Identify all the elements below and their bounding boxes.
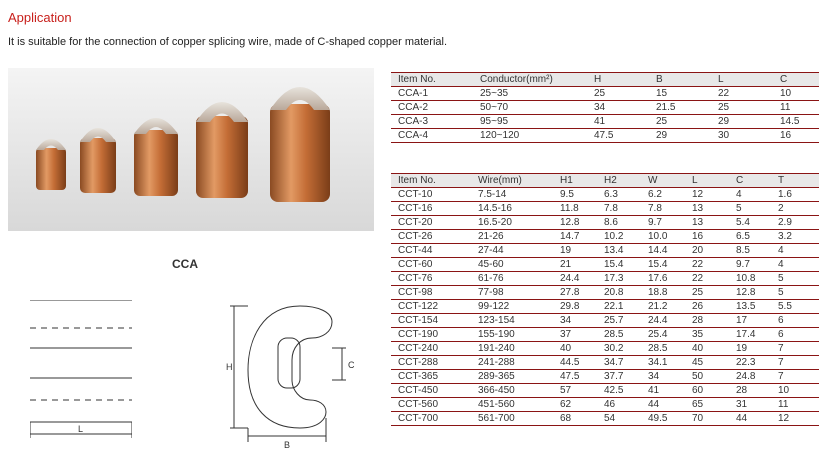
column-header: Item No.: [391, 174, 471, 188]
connector-5: [270, 87, 330, 202]
table-cell: 17: [729, 314, 771, 328]
table-cell: CCT-76: [391, 272, 471, 286]
table-cell: 12.8: [553, 216, 597, 230]
product-photo: [8, 68, 374, 231]
table-cell: 37: [553, 328, 597, 342]
table-cell: 30.2: [597, 342, 641, 356]
table-cell: 62: [553, 398, 597, 412]
table-cell: CCT-240: [391, 342, 471, 356]
table-cell: 7.5-14: [471, 188, 553, 202]
table-cell: 7: [771, 370, 819, 384]
table-cell: 155-190: [471, 328, 553, 342]
table-cell: 25.7: [597, 314, 641, 328]
table-cell: CCT-44: [391, 244, 471, 258]
cct-spec-table: [391, 173, 819, 426]
table-cell: CCT-700: [391, 412, 471, 426]
table-cell: 44: [641, 398, 685, 412]
table-cell: 25: [711, 101, 773, 115]
table-cell: 45: [685, 356, 729, 370]
table-cell: 12: [685, 188, 729, 202]
table-cell: 21.5: [649, 101, 711, 115]
figure-caption: CCA: [172, 257, 198, 271]
table-cell: CCA-4: [391, 129, 473, 143]
table-cell: CCT-450: [391, 384, 471, 398]
table-cell: 15: [649, 87, 711, 101]
table-cell: 28.5: [597, 328, 641, 342]
table-cell: 77-98: [471, 286, 553, 300]
table-cell: 44.5: [553, 356, 597, 370]
table-cell: CCT-98: [391, 286, 471, 300]
dimension-c-label: C: [348, 360, 355, 370]
table-cell: CCA-1: [391, 87, 473, 101]
section-title: Application: [8, 10, 72, 25]
table-cell: CCT-122: [391, 300, 471, 314]
table-cell: CCT-365: [391, 370, 471, 384]
column-header: Conductor(mm²): [473, 73, 587, 87]
table-cell: 70: [685, 412, 729, 426]
table-cell: 37.7: [597, 370, 641, 384]
table-row: [391, 272, 819, 286]
table-header-row: [391, 73, 819, 87]
table-cell: 42.5: [597, 384, 641, 398]
column-header: C: [773, 73, 819, 87]
table-cell: CCT-190: [391, 328, 471, 342]
table-cell: 25: [587, 87, 649, 101]
column-header: Item No.: [391, 73, 473, 87]
table-cell: 34: [587, 101, 649, 115]
table-cell: 25: [685, 286, 729, 300]
table-cell: CCT-26: [391, 230, 471, 244]
table-cell: 11.8: [553, 202, 597, 216]
table-cell: 7.8: [641, 202, 685, 216]
table-cell: CCA-3: [391, 115, 473, 129]
column-header: B: [649, 73, 711, 87]
table-cell: CCT-60: [391, 258, 471, 272]
table-cell: 4: [771, 258, 819, 272]
table-cell: 10: [773, 87, 819, 101]
table-cell: 28: [729, 384, 771, 398]
table-cell: 120~120: [473, 129, 587, 143]
table-cell: 34: [641, 370, 685, 384]
side-view-drawing: [30, 300, 132, 440]
table-cell: 25: [649, 115, 711, 129]
column-header: L: [685, 174, 729, 188]
table-cell: 17.6: [641, 272, 685, 286]
table-row: [391, 188, 819, 202]
table-cell: 191-240: [471, 342, 553, 356]
table-cell: 21: [553, 258, 597, 272]
table-cell: 31: [729, 398, 771, 412]
table-cell: 50: [685, 370, 729, 384]
table-cell: 11: [771, 398, 819, 412]
table-row: [391, 258, 819, 272]
table-cell: 15.4: [597, 258, 641, 272]
table-cell: 12.8: [729, 286, 771, 300]
table-cell: 29: [711, 115, 773, 129]
table-cell: CCT-154: [391, 314, 471, 328]
table-cell: 24.8: [729, 370, 771, 384]
table-cell: 5: [771, 286, 819, 300]
section-description: It is suitable for the connection of copper splicing wire, made of C-shaped copper material.: [8, 36, 448, 48]
table-cell: 54: [597, 412, 641, 426]
table-cell: 19: [553, 244, 597, 258]
table-cell: 14.5: [773, 115, 819, 129]
table-row: [391, 398, 819, 412]
connector-4: [196, 102, 248, 198]
table-row: [391, 286, 819, 300]
table-cell: CCT-560: [391, 398, 471, 412]
table-cell: 9.5: [553, 188, 597, 202]
dimension-b-label: B: [284, 440, 291, 450]
column-header: Wire(mm): [471, 174, 553, 188]
table-cell: 29.8: [553, 300, 597, 314]
table-cell: 18.8: [641, 286, 685, 300]
table-cell: 6.3: [597, 188, 641, 202]
table-row: [391, 370, 819, 384]
table-cell: 60: [685, 384, 729, 398]
dimension-h-label: H: [226, 362, 233, 372]
table-cell: 7: [771, 342, 819, 356]
table-row: [391, 244, 819, 258]
table-cell: 4: [771, 244, 819, 258]
table-cell: 16.5-20: [471, 216, 553, 230]
table-cell: CCT-20: [391, 216, 471, 230]
table-cell: 2.9: [771, 216, 819, 230]
table-cell: 27.8: [553, 286, 597, 300]
table-cell: 45-60: [471, 258, 553, 272]
table-cell: 65: [685, 398, 729, 412]
table-cell: 34: [553, 314, 597, 328]
table-cell: 7: [771, 356, 819, 370]
table-row: [391, 101, 819, 115]
table-cell: CCA-2: [391, 101, 473, 115]
table-cell: 4: [729, 188, 771, 202]
table-row: [391, 216, 819, 230]
table-cell: 21.2: [641, 300, 685, 314]
column-header: T: [771, 174, 819, 188]
table-cell: 57: [553, 384, 597, 398]
table-cell: 13.4: [597, 244, 641, 258]
table-cell: 17.3: [597, 272, 641, 286]
table-cell: 41: [641, 384, 685, 398]
table-cell: 13: [685, 216, 729, 230]
table-cell: 22: [685, 272, 729, 286]
table-cell: 40: [553, 342, 597, 356]
table-cell: 10.0: [641, 230, 685, 244]
table-cell: 46: [597, 398, 641, 412]
table-cell: 25.4: [641, 328, 685, 342]
table-cell: 5: [729, 202, 771, 216]
table-cell: 49.5: [641, 412, 685, 426]
table-cell: 13: [685, 202, 729, 216]
table-cell: 50~70: [473, 101, 587, 115]
table-cell: 16: [773, 129, 819, 143]
table-cell: 5.5: [771, 300, 819, 314]
table-cell: 29: [649, 129, 711, 143]
table-row: [391, 412, 819, 426]
table-cell: 289-365: [471, 370, 553, 384]
column-header: H1: [553, 174, 597, 188]
table-cell: 8.6: [597, 216, 641, 230]
column-header: H2: [597, 174, 641, 188]
table-cell: 2: [771, 202, 819, 216]
table-cell: 35: [685, 328, 729, 342]
table-row: [391, 342, 819, 356]
table-cell: 6: [771, 314, 819, 328]
table-cell: CCT-10: [391, 188, 471, 202]
column-header: C: [729, 174, 771, 188]
table-cell: 1.6: [771, 188, 819, 202]
table-cell: 366-450: [471, 384, 553, 398]
table-cell: 10.8: [729, 272, 771, 286]
table-cell: 16: [685, 230, 729, 244]
table-cell: 10: [771, 384, 819, 398]
table-cell: 28.5: [641, 342, 685, 356]
table-cell: 12: [771, 412, 819, 426]
table-row: [391, 87, 819, 101]
table-row: [391, 384, 819, 398]
table-cell: 10.2: [597, 230, 641, 244]
table-cell: 451-560: [471, 398, 553, 412]
table-cell: 14.4: [641, 244, 685, 258]
dimension-l-label: L: [78, 424, 84, 434]
table-row: [391, 129, 819, 143]
table-cell: 17.4: [729, 328, 771, 342]
table-cell: 21-26: [471, 230, 553, 244]
table-row: [391, 314, 819, 328]
table-row: [391, 115, 819, 129]
table-cell: 5.4: [729, 216, 771, 230]
table-cell: CCT-288: [391, 356, 471, 370]
table-cell: 9.7: [729, 258, 771, 272]
table-cell: 13.5: [729, 300, 771, 314]
table-cell: 47.5: [553, 370, 597, 384]
table-cell: 7.8: [597, 202, 641, 216]
table-cell: 68: [553, 412, 597, 426]
table-cell: 123-154: [471, 314, 553, 328]
table-row: [391, 230, 819, 244]
table-cell: 241-288: [471, 356, 553, 370]
column-header: W: [641, 174, 685, 188]
table-cell: 6.2: [641, 188, 685, 202]
table-cell: 8.5: [729, 244, 771, 258]
table-cell: 22.1: [597, 300, 641, 314]
table-cell: 14.7: [553, 230, 597, 244]
front-view-drawing: [222, 300, 362, 450]
table-cell: 30: [711, 129, 773, 143]
table-cell: 61-76: [471, 272, 553, 286]
table-cell: 20.8: [597, 286, 641, 300]
table-cell: 40: [685, 342, 729, 356]
table-row: [391, 356, 819, 370]
column-header: H: [587, 73, 649, 87]
table-cell: 6.5: [729, 230, 771, 244]
table-cell: 15.4: [641, 258, 685, 272]
table-cell: 44: [729, 412, 771, 426]
table-cell: CCT-16: [391, 202, 471, 216]
table-cell: 22: [711, 87, 773, 101]
cca-spec-table: [391, 72, 819, 143]
table-cell: 19: [729, 342, 771, 356]
table-cell: 25~35: [473, 87, 587, 101]
column-header: L: [711, 73, 773, 87]
table-row: [391, 328, 819, 342]
table-cell: 22.3: [729, 356, 771, 370]
table-cell: 20: [685, 244, 729, 258]
table-cell: 41: [587, 115, 649, 129]
table-cell: 34.7: [597, 356, 641, 370]
table-cell: 3.2: [771, 230, 819, 244]
table-cell: 47.5: [587, 129, 649, 143]
table-cell: 9.7: [641, 216, 685, 230]
table-cell: 14.5-16: [471, 202, 553, 216]
table-row: [391, 300, 819, 314]
table-cell: 28: [685, 314, 729, 328]
table-cell: 95~95: [473, 115, 587, 129]
table-cell: 27-44: [471, 244, 553, 258]
table-header-row: [391, 174, 819, 188]
table-cell: 22: [685, 258, 729, 272]
table-cell: 5: [771, 272, 819, 286]
table-cell: 11: [773, 101, 819, 115]
table-cell: 99-122: [471, 300, 553, 314]
table-cell: 561-700: [471, 412, 553, 426]
table-cell: 34.1: [641, 356, 685, 370]
table-cell: 26: [685, 300, 729, 314]
table-cell: 24.4: [553, 272, 597, 286]
table-cell: 6: [771, 328, 819, 342]
table-row: [391, 202, 819, 216]
table-cell: 24.4: [641, 314, 685, 328]
